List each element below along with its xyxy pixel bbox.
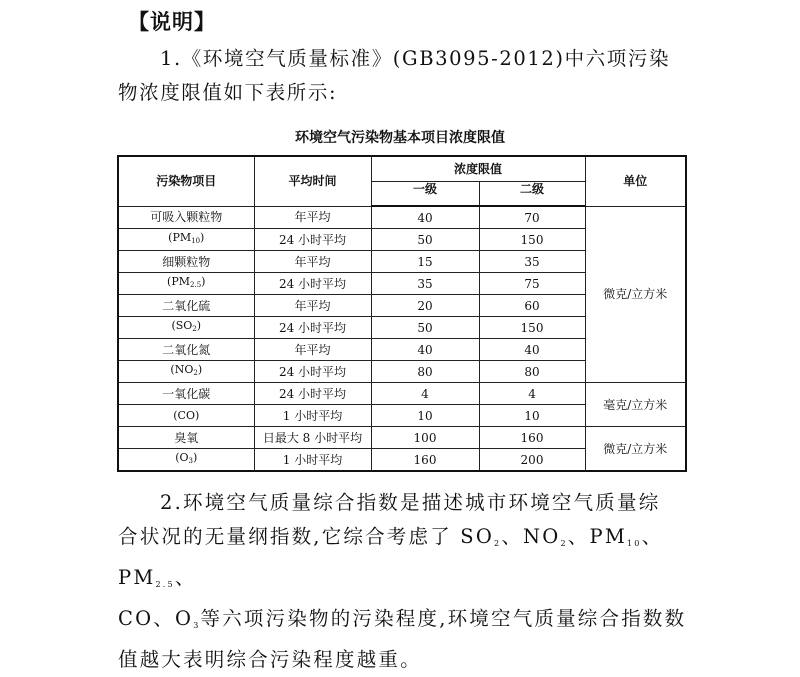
grade2-value: 4	[479, 383, 585, 405]
period-cell: 年平均	[254, 206, 371, 229]
grade1-value: 40	[371, 339, 479, 361]
period-cell: 24 小时平均	[254, 229, 371, 251]
grade2-value: 150	[479, 229, 585, 251]
grade1-value: 160	[371, 449, 479, 472]
grade1-value: 40	[371, 206, 479, 229]
grade1-value: 4	[371, 383, 479, 405]
grade1-value: 10	[371, 405, 479, 427]
grade2-value: 70	[479, 206, 585, 229]
index-line-2: 合状况的无量纲指数,它综合考虑了 $SO_2$、$NO_2$、$PM_{10}$、$PM_{2.5}$、	[118, 525, 664, 589]
unit-cell: 微克/立方米	[585, 427, 686, 472]
pollutant-name: 一氧化碳	[118, 383, 254, 405]
pollutant-formula: (SO2)	[118, 317, 254, 339]
grade2-value: 40	[479, 339, 585, 361]
period-cell: 24 小时平均	[254, 317, 371, 339]
grade2-value: 60	[479, 295, 585, 317]
header-period: 平均时间	[254, 156, 371, 206]
pollutant-name: 二氧化氮	[118, 339, 254, 361]
header-pollutant: 污染物项目	[118, 156, 254, 206]
intro-paragraph: 1.《环境空气质量标准》(GB3095-2012)中六项污染物浓度限值如下表所示:	[118, 47, 671, 104]
header-limit: 浓度限值	[371, 156, 585, 182]
grade1-value: 100	[371, 427, 479, 449]
pollutant-name: 二氧化硫	[118, 295, 254, 317]
grade2-value: 35	[479, 251, 585, 273]
grade2-value: 75	[479, 273, 585, 295]
header-grade2: 二级	[479, 182, 585, 207]
pollutant-formula: (CO)	[118, 405, 254, 427]
index-line-3: CO、$O_3$等六项污染物的污染程度,环境空气质量综合指数数	[118, 607, 687, 630]
section-heading: 【说明】	[128, 10, 216, 34]
unit-cell: 微克/立方米	[585, 206, 686, 383]
grade2-value: 10	[479, 405, 585, 427]
index-line-1: 2.环境空气质量综合指数是描述城市环境空气质量综	[160, 491, 661, 514]
period-cell: 24 小时平均	[254, 361, 371, 383]
grade2-value: 200	[479, 449, 585, 472]
pollutant-name: 可吸入颗粒物	[118, 206, 254, 229]
grade1-value: 15	[371, 251, 479, 273]
pollutant-formula: (NO2)	[118, 361, 254, 383]
table-title: 环境空气污染物基本项目浓度限值	[295, 130, 505, 146]
period-cell: 年平均	[254, 251, 371, 273]
period-cell: 年平均	[254, 295, 371, 317]
period-cell: 24 小时平均	[254, 383, 371, 405]
grade2-value: 160	[479, 427, 585, 449]
grade1-value: 20	[371, 295, 479, 317]
grade1-value: 80	[371, 361, 479, 383]
index-paragraph	[118, 486, 688, 677]
grade1-value: 50	[371, 317, 479, 339]
header-unit: 单位	[585, 156, 686, 206]
pollutant-name: 臭氧	[118, 427, 254, 449]
concentration-limits-table	[117, 155, 687, 472]
unit-cell: 毫克/立方米	[585, 383, 686, 427]
grade1-value: 35	[371, 273, 479, 295]
period-cell: 24 小时平均	[254, 273, 371, 295]
period-cell: 1 小时平均	[254, 449, 371, 472]
grade2-value: 150	[479, 317, 585, 339]
pollutant-formula: (PM2.5)	[118, 273, 254, 295]
pollutant-formula: (PM10)	[118, 229, 254, 251]
period-cell: 日最大 8 小时平均	[254, 427, 371, 449]
index-line-4: 值越大表明综合污染程度越重。	[118, 648, 422, 671]
header-grade1: 一级	[371, 182, 479, 207]
pollutant-formula: (O3)	[118, 449, 254, 472]
grade2-value: 80	[479, 361, 585, 383]
pollutant-name: 细颗粒物	[118, 251, 254, 273]
period-cell: 1 小时平均	[254, 405, 371, 427]
grade1-value: 50	[371, 229, 479, 251]
period-cell: 年平均	[254, 339, 371, 361]
